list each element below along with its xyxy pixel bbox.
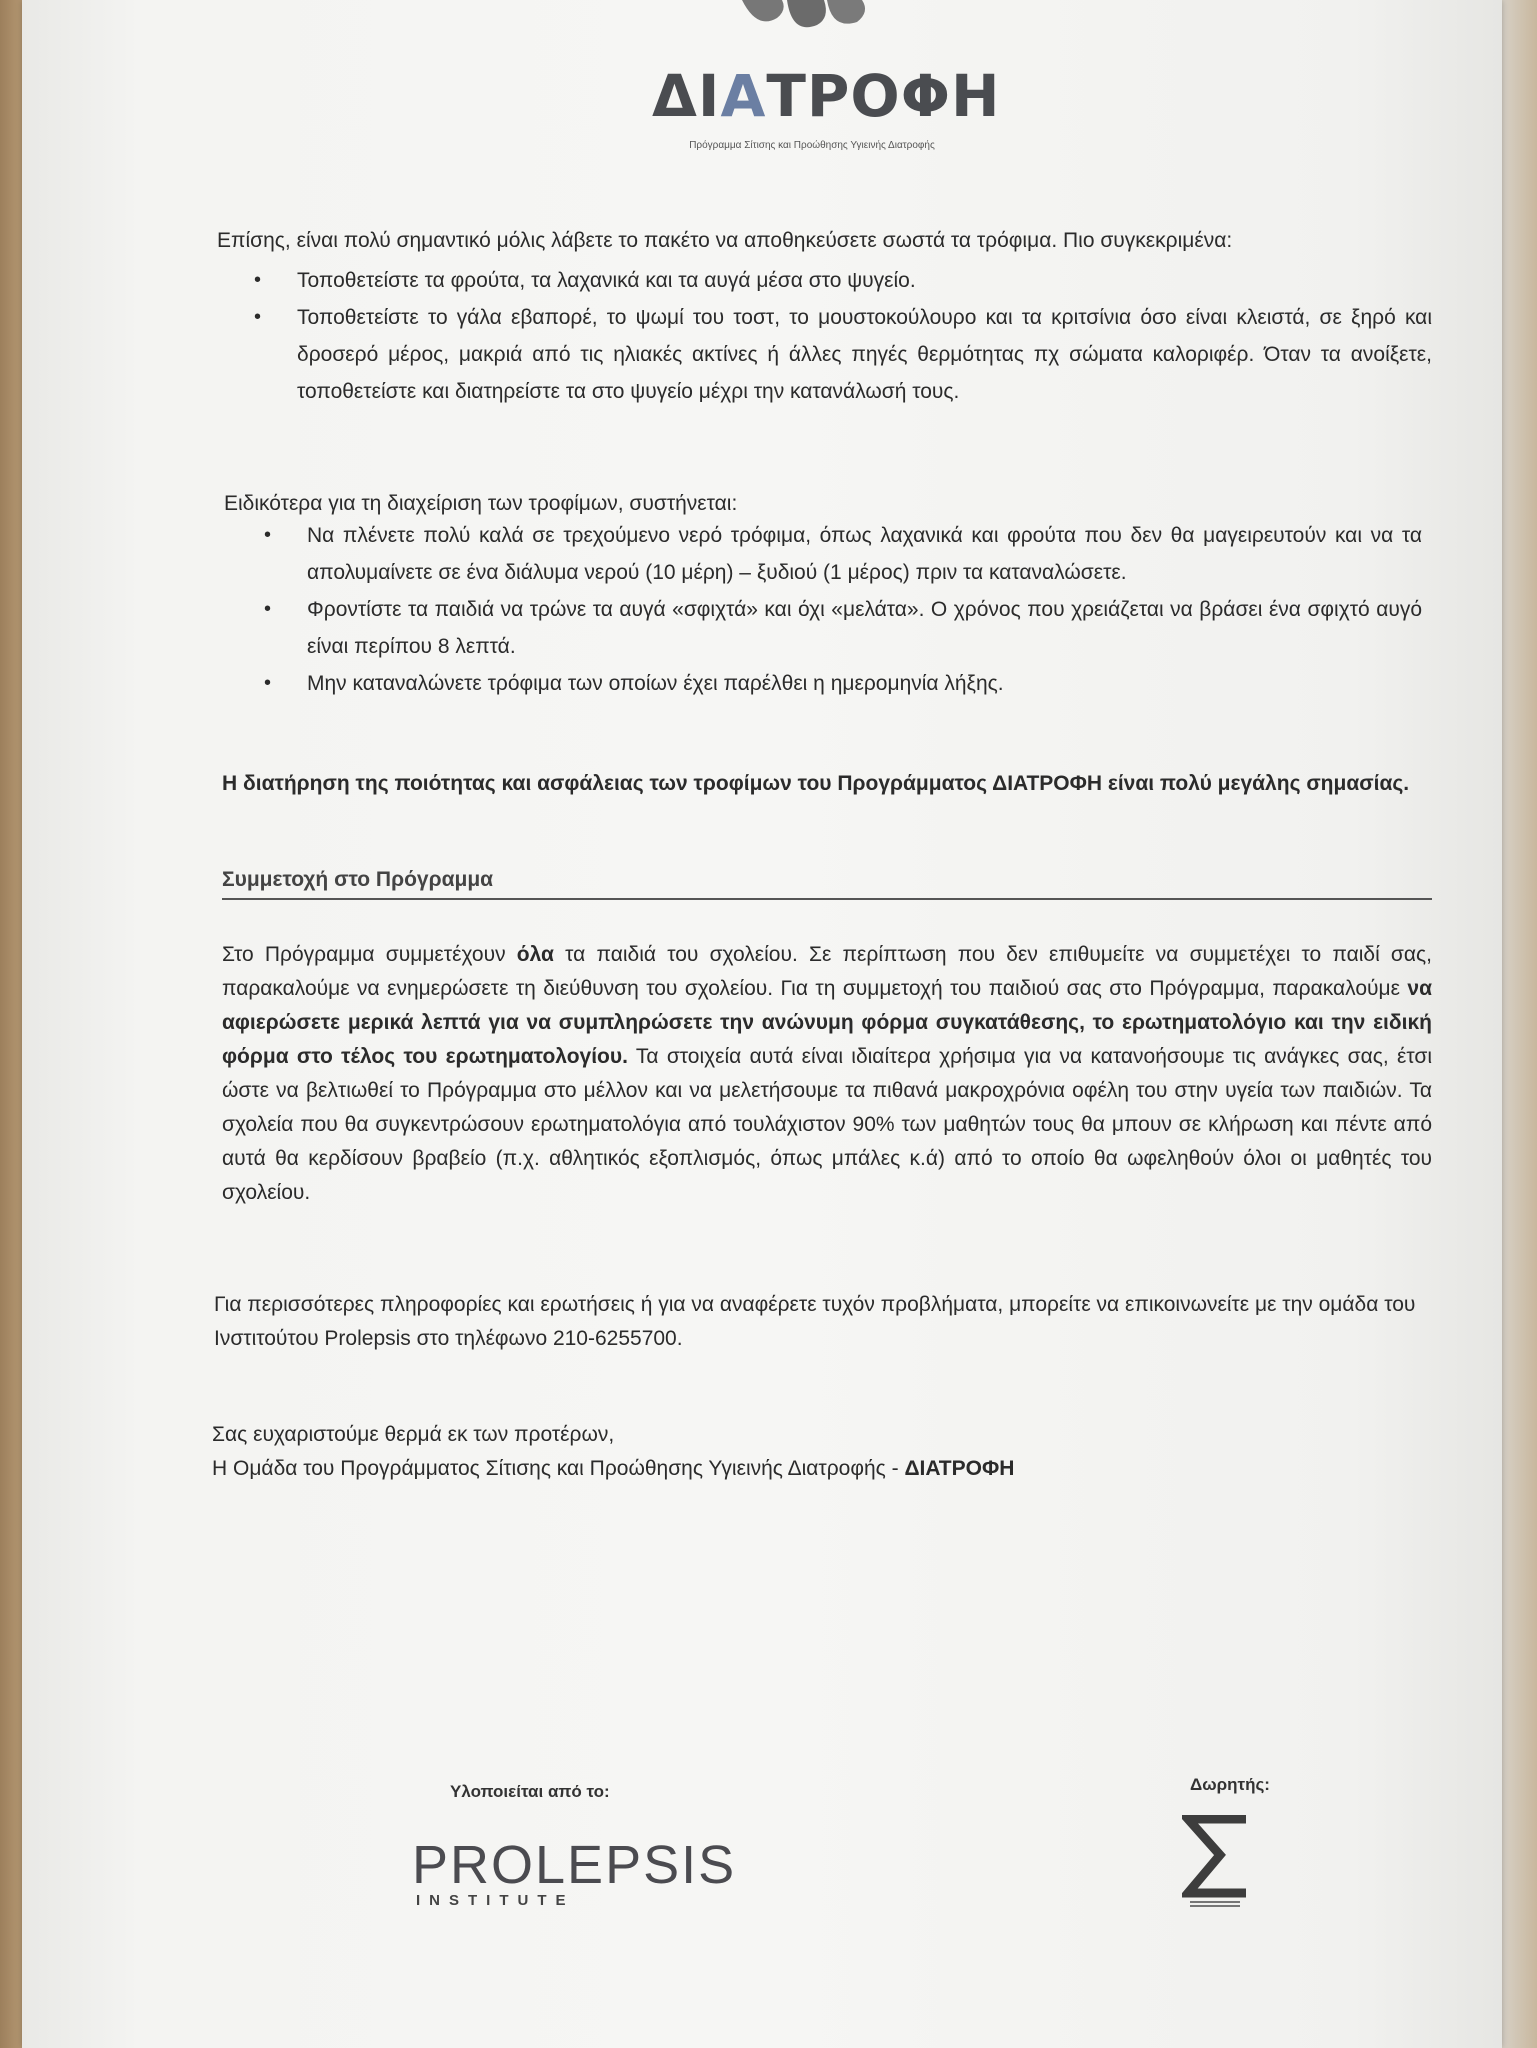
sigma-logo-icon: [1182, 1815, 1252, 1910]
diatrofi-logo-title: ΔΙΑΤΡΟΦΗ: [652, 62, 1001, 130]
storage-intro: Επίσης, είναι πολύ σημαντικό μόλις λάβετε το πακέτο να αποθηκεύσετε σωστά τα τρόφιμα. Πιο συγκεκριμένα:: [217, 229, 1233, 252]
storage-list: [252, 262, 1432, 410]
diatrofi-logo-icon: [732, 0, 872, 40]
list-item: • Μην καταναλώνετε τρόφιμα των οποίων έχει παρέλθει η ημερομηνία λήξης.: [264, 672, 1004, 695]
implemented-by-label: Υλοποιείται από το:: [450, 1782, 610, 1801]
prolepsis-logo-subtitle: INSTITUTE: [416, 1892, 575, 1909]
list-item: • Τοποθετείστε τα φρούτα, τα λαχανικά και τα αυγά μέσα στο ψυγείο.: [254, 269, 916, 292]
closing-signature: Η Ομάδα του Προγράμματος Σίτισης και Προώθησης Υγιεινής Διατροφής - ΔΙΑΤΡΟΦΗ: [212, 1457, 1015, 1480]
section-heading-participation: Συμμετοχή στο Πρόγραμμα: [222, 868, 1432, 900]
participation-paragraph: Στο Πρόγραμμα συμμετέχουν όλα τα παιδιά του σχολείου. Σε περίπτωση που δεν επιθυμείτε να συμμετέχει το παιδί σας, παρακαλούμε να ενημερώσετε τη διεύθυνση του σχολείου. Για τη συμμετοχή του παιδιού σας στο Πρόγραμμα, παρακαλούμε να αφιερώσετε μερικά λεπτά για να συμπληρώσετε την ανώνυμη φόρμα συγκατάθεσης, το ερωτηματολόγιο και την ειδική φόρμα στο τέλος του ερωτηματολογίου. Τα στοιχεία αυτά είναι ιδιαίτερα χρήσιμα για να κατανοήσουμε τις ανάγκες σας, έτσι ώστε να βελτιωθεί το Πρόγραμμα στο μέλλον και να μελετήσουμε τα πιθανά μακροχρόνια οφέλη του στην υγεία των παιδιών. Τα σχολεία που θα συγκεντρώσουν ερωτηματολόγια από τουλάχιστον 90% των μαθητών τους θα μπουν σε κλήρωση και πέντε από αυτά θα κερδίσουν βραβείο (π.χ. αθλητικός εξοπλισμός, όπως μπάλες κ.ά) από το οποίο θα ωφεληθούν όλοι οι μαθητές του σχολείου.: [222, 943, 1433, 1204]
list-item: • Να πλένετε πολύ καλά σε τρεχούμενο νερό τρόφιμα, όπως λαχανικά και φρούτα που δεν θα μαγειρευτούν και να τα απολυμαίνετε σε ένα διάλυμα νερού (10 μέρη) – ξυδιού (1 μέρος) πριν τα καταναλώσετε.: [264, 524, 1422, 584]
paper-sheet: [22, 0, 1502, 2048]
handling-intro: Ειδικότερα για τη διαχείριση των τροφίμων, συστήνεται:: [224, 492, 738, 515]
prolepsis-logo-name: PROLEPSIS: [412, 1835, 737, 1895]
diatrofi-logo-subtitle: Πρόγραμμα Σίτισης και Προώθησης Υγιεινής Διατροφής: [689, 140, 935, 151]
cardboard-background-right: [1497, 0, 1537, 2048]
list-item: • Τοποθετείστε το γάλα εβαπορέ, το ψωμί του τοστ, το μουστοκούλουρο και τα κριτσίνια όσο είναι κλειστά, σε ξηρό και δροσερό μέρος, μακριά από τις ηλιακές ακτίνες ή άλλες πηγές θερμότητας πχ σώματα καλοριφέρ. Όταν τα ανοίξετε, τοποθετείστε και διατηρείστε τα στο ψυγείο μέχρι την κατανάλωσή τους.: [254, 306, 1432, 403]
quality-note: Η διατήρηση της ποιότητας και ασφάλειας των τροφίμων του Προγράμματος ΔΙΑΤΡΟΦΗ είναι πολύ μεγάλης σημασίας.: [222, 772, 1410, 795]
donor-label: Δωρητής:: [1190, 1775, 1270, 1794]
contact-paragraph: Για περισσότερες πληροφορίες και ερωτήσεις ή για να αναφέρετε τυχόν προβλήματα, μπορείτε να επικοινωνείτε με την ομάδα του Ινστιτούτου Prolepsis στο τηλέφωνο 210-6255700.: [214, 1293, 1416, 1350]
document-content: [172, 0, 1442, 2048]
prolepsis-logo: [412, 1835, 737, 1909]
closing-thanks: Σας ευχαριστούμε θερμά εκ των προτέρων,: [212, 1423, 615, 1446]
list-item: • Φροντίστε τα παιδιά να τρώνε τα αυγά «σφιχτά» και όχι «μελάτα». Ο χρόνος που χρειάζεται να βράσει ένα σφιχτό αυγό είναι περίπου 8 λεπτά.: [264, 598, 1422, 658]
handling-list: [262, 517, 1422, 702]
